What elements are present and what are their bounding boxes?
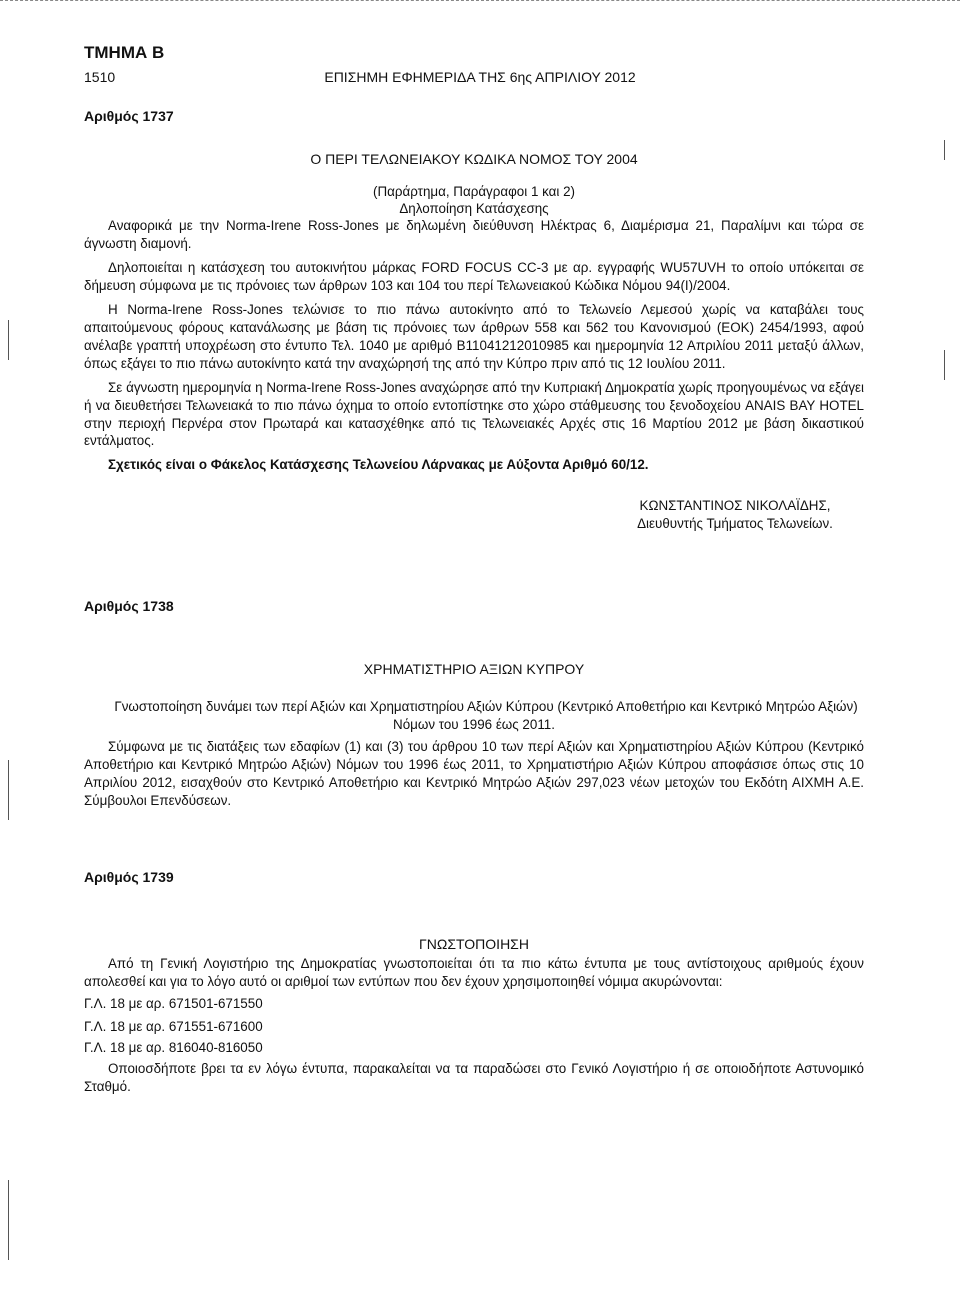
signatory-title: Διευθυντής Τμήματος Τελωνείων.	[637, 516, 833, 531]
notice-1739-para-2: Οποιοσδήποτε βρει τα εν λόγω έντυπα, παρακαλείται να τα παραδώσει στο Γενικό Λογιστήριο ή σε οποιοδήποτε Αστυνομικό Σταθμό.	[84, 1061, 864, 1094]
signatory-name: ΚΩΝΣΤΑΝΤΙΝΟΣ ΝΙΚΟΛΑΪΔΗΣ,	[639, 498, 831, 513]
notice-1737-intro: Αναφορικά με την Norma-Irene Ross-Jones με δηλωμένη διεύθυνση Ηλέκτρας 6, Διαμέρισμα 21, Παραλίμνι και τώρα σε άγνωστη διαμονή.	[84, 218, 864, 251]
notice-1737-para-1: Δηλοποιείται η κατάσχεση του αυτοκινήτου μάρκας FORD FOCUS CC-3 με αρ. εγγραφής WU57UVH το οποίο υπόκειται σε δήμευση σύμφωνα με τις πρόνοιες των άρθρων 103 και 104 του περί Τελωνειακού Κώδικα Νόμου 94(I)/2004.	[84, 259, 864, 293]
notice-1737-para-2: Η Norma-Irene Ross-Jones τελώνισε το πιο πάνω αυτοκίνητο από το Τελωνείο Λεμεσού χωρίς να καταβάλει τους απαιτούμενους φόρους κατανάλωσης με βάση τις πρόνοιες των άρθρων 558 και 562 του Κανονισμού (ΕΟΚ) 2454/1993, αφού ανέλαβε γραπτή υποχρέωση στο έντυπο Τελ. 1040 με αριθμό B11041212010985 και ημερομηνία 12 Απριλίου 2011 μεταξύ άλλων, όπως εξάγει το πιο πάνω αυτοκίνητο κατά την αναχώρησή της από την Κύπρο πριν από τις 12 Ιουλίου 2011.	[84, 301, 864, 371]
notice-1737-subtitle-2: Δηλοποίηση Κατάσχεσης	[399, 201, 549, 216]
page-number: 1510	[84, 69, 116, 85]
scan-artifact-right-2	[944, 350, 945, 380]
notice-1737-law-title: Ο ΠΕΡΙ ΤΕΛΩΝΕΙΑΚΟΥ ΚΩΔΙΚΑ ΝΟΜΟΣ ΤΟΥ 2004	[310, 151, 638, 167]
notice-1738-para-2: Σύμφωνα με τις διατάξεις των εδαφίων (1) και (3) του άρθρου 10 των περί Αξιών και Χρηματιστηρίου Αξιών Κύπρου (Κεντρικό Αποθετήριο και Κεντρικό Μητρώο Αξιών) Νόμων του 1996 έως 2011, το Χρηματιστήριο Αξιών Κύπρου αποφάσισε όπως στις 10 Απριλίου 2012, εισαχθούν στο Κεντρικό Αποθετήριο και Κεντρικό Μητρώο Αξιών 297,023 νέων μετοχών του Εκδότη ΑΙΧΜΗ Α.Ε. Σύμβουλοι Επενδύσεων.	[84, 738, 864, 808]
notice-1737-number: Αριθμός 1737	[84, 108, 174, 124]
notice-1737-subtitle-1: (Παράρτημα, Παράγραφοι 1 και 2)	[373, 184, 575, 199]
notice-1739-footer	[84, 1060, 864, 1096]
notice-1739-title: ΓΝΩΣΤΟΠΟΙΗΣΗ	[419, 936, 529, 952]
notice-1739-body	[84, 955, 864, 991]
scan-artifact-left-1	[8, 320, 9, 360]
scan-artifact-top	[0, 0, 960, 7]
notice-1737-body	[84, 217, 864, 474]
scan-artifact-left-2	[8, 760, 9, 820]
scan-artifact-left-3	[8, 1180, 9, 1260]
notice-1737-para-3: Σε άγνωστη ημερομηνία η Norma-Irene Ross-Jones αναχώρησε από την Κυπριακή Δημοκρατία χωρίς προηγουμένως να εξάγει ή να διευθετήσει Τελωνειακά το πιο πάνω όχημα το οποίο εντοπίστηκε στο χώρο στάθμευσης του ξενοδοχείου ANAIS BAY HOTEL στην περιοχή Περνέρα στον Πρωταρά και κατασχέθηκε από τις Τελωνειακές Αρχές στις 16 Μαρτίου 2012 με βάση δικαστικού εντάλματος.	[84, 379, 864, 449]
notice-1737-para-4: Σχετικός είναι ο Φάκελος Κατάσχεσης Τελωνείου Λάρνακας με Αύξοντα Αριθμό 60/12.	[108, 457, 649, 473]
notice-1739-item: Γ.Λ. 18 με αρ. 671551-671600	[84, 1019, 263, 1034]
notice-1739-item: Γ.Λ. 18 με αρ. 816040-816050	[84, 1040, 263, 1055]
notice-1738-number: Αριθμός 1738	[84, 598, 174, 614]
notice-1739-number: Αριθμός 1739	[84, 869, 174, 885]
notice-1738-title: ΧΡΗΜΑΤΙΣΤΗΡΙΟ ΑΞΙΩΝ ΚΥΠΡΟΥ	[363, 661, 585, 677]
notice-1738-para-1: Γνωστοποίηση δυνάμει των περί Αξιών και Χρηματιστηρίου Αξιών Κύπρου (Κεντρικό Αποθετήριο και Κεντρικό Μητρώο Αξιών) Νόμων του 1996 έως 2011.	[114, 699, 858, 732]
notice-1739-para-1: Από τη Γενική Λογιστήριο της Δημοκρατίας γνωστοποιείται ότι τα πιο κάτω έντυπα με τους αντίστοιχους αριθμούς έχουν απολεσθεί και για το λόγο αυτό οι αριθμοί των εντύπων που δεν έχουν χρησιμοποιηθεί νόμιμα ακυρώνονται:	[84, 956, 864, 989]
notice-1739-item: Γ.Λ. 18 με αρ. 671501-671550	[84, 996, 263, 1011]
section-label: ΤΜΗΜΑ Β	[84, 43, 165, 62]
notice-1738-body	[84, 698, 864, 810]
gazette-title: ΕΠΙΣΗΜΗ ΕΦΗΜΕΡΙΔΑ ΤΗΣ 6ης ΑΠΡΙΛΙΟΥ 2012	[324, 69, 636, 85]
scan-artifact-right-1	[944, 140, 945, 160]
